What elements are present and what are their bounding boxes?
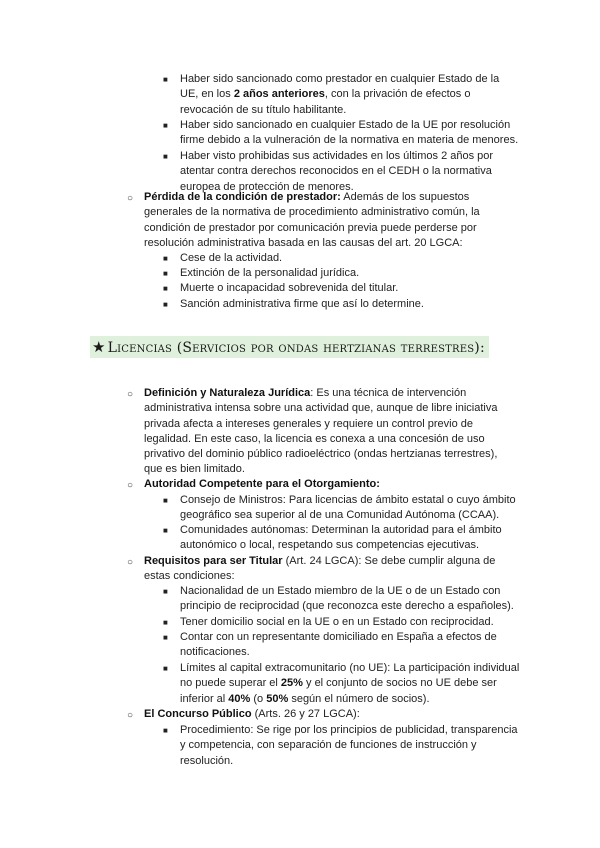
list-item: Cese de la actividad. xyxy=(180,252,283,264)
bullet-square: ■ xyxy=(163,269,168,278)
bullet-square: ■ xyxy=(163,496,168,505)
list-item: Límites al capital extracomunitario (no UE): La participación individual no puede superar el 25% y el conjunto de socios no UE debe ser inferior al 40% (o 50% según el número de socios). xyxy=(180,662,520,705)
list-item: Procedimiento: Se rige por los principios de publicidad, transparencia y competencia, con separación de funciones de instrucción y resolución. xyxy=(180,724,518,767)
bullet-circle: ○ xyxy=(127,193,134,204)
list-item: Haber sido sancionado como prestador en cualquier Estado de la UE, en los 2 años anteriores, con la privación de efectos o revocación de su título habilitante. xyxy=(180,73,500,116)
bullet-square: ■ xyxy=(163,633,168,642)
list-item: Contar con un representante domiciliado en España a efectos de notificaciones. xyxy=(180,631,497,659)
list-item: El Concurso Público (Arts. 26 y 27 LGCA): xyxy=(144,708,360,720)
list-item: Sanción administrativa firme que así lo determine. xyxy=(180,298,424,310)
bullet-square: ■ xyxy=(163,300,168,309)
list-item: Autoridad Competente para el Otorgamiento: xyxy=(144,478,380,490)
list-item: Haber visto prohibidas sus actividades en los últimos 2 años por atentar contra derechos reconocidos en el CEDH o la normativa europea de protección de menores. xyxy=(180,150,494,193)
bullet-circle: ○ xyxy=(127,710,134,721)
bullet-circle: ○ xyxy=(127,480,134,491)
list-item: Comunidades autónomas: Determinan la autoridad para el ámbito autonómico o local, respetando sus competencias ejecutivas. xyxy=(180,524,502,552)
section-heading: ★ Licencias (Servicios por ondas hertzianas terrestres): xyxy=(90,336,489,358)
list-item: Definición y Naturaleza Jurídica: Es una técnica de intervención administrativa intensa sobre una actividad que, aunque de libre iniciativa privada afecta a intereses generales y requiere un control previo de legalidad. En este caso, la licencia es conexa a una concesión de uso privativo del dominio público radioeléctrico (ondas hertzianas terrestres), que es bien limitado. xyxy=(144,387,498,476)
bullet-square: ■ xyxy=(163,75,168,84)
bullet-square: ■ xyxy=(163,526,168,535)
list-item: Pérdida de la condición de prestador: Además de los supuestos generales de la normativa de procedimiento administrativo común, la condición de prestador por comunicación previa puede perderse por resolución administrativa basada en las causas del art. 20 LGCA: xyxy=(144,191,480,249)
bullet-square: ■ xyxy=(163,284,168,293)
list-item: Extinción de la personalidad jurídica. xyxy=(180,267,360,279)
bullet-square: ■ xyxy=(163,726,168,735)
bullet-circle: ○ xyxy=(127,557,134,568)
bullet-square: ■ xyxy=(163,121,168,130)
bullet-circle: ○ xyxy=(127,389,134,400)
bullet-square: ■ xyxy=(163,254,168,263)
bullet-square: ■ xyxy=(163,587,168,596)
bullet-square: ■ xyxy=(163,664,168,673)
bullet-square: ■ xyxy=(163,618,168,627)
list-item: Tener domicilio social en la UE o en un Estado con reciprocidad. xyxy=(180,616,494,628)
bullet-square: ■ xyxy=(163,152,168,161)
list-item: Muerte o incapacidad sobrevenida del titular. xyxy=(180,282,399,294)
list-item: Requisitos para ser Titular (Art. 24 LGCA): Se debe cumplir alguna de estas condiciones: xyxy=(144,555,496,583)
list-item: Consejo de Ministros: Para licencias de ámbito estatal o cuyo ámbito geográfico sea superior al de una Comunidad Autónoma (CCAA). xyxy=(180,494,516,522)
star-icon: ★ xyxy=(92,338,106,356)
list-item: Nacionalidad de un Estado miembro de la UE o de un Estado con principio de reciprocidad (que reconozca este derecho a españoles). xyxy=(180,585,514,613)
list-item: Haber sido sancionado en cualquier Estado de la UE por resolución firme debido a la vulneración de la normativa en materia de menores. xyxy=(180,119,519,147)
